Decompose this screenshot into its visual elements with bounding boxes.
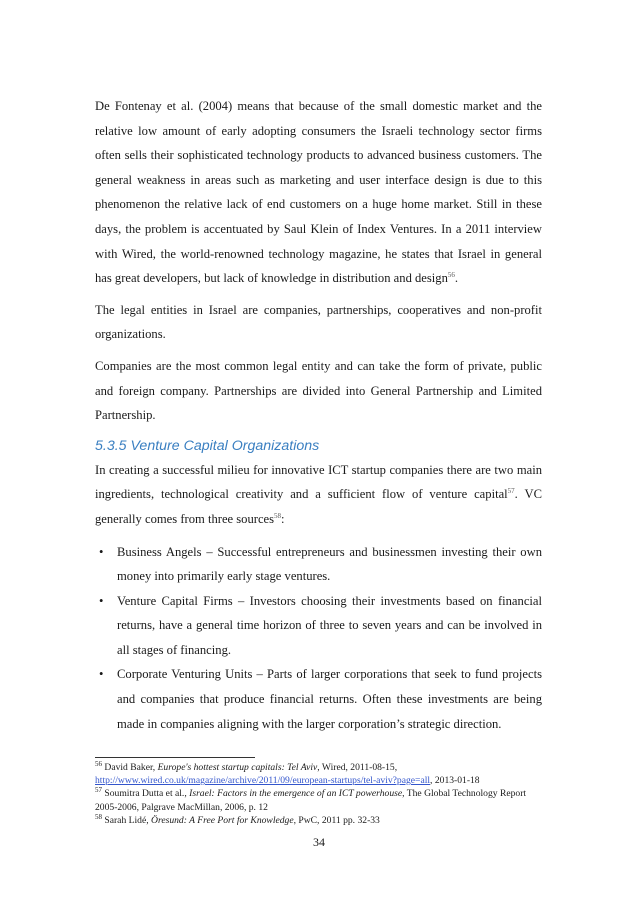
bullet-icon: •	[99, 544, 104, 559]
footnote-details: , Wired, 2011-08-15,	[317, 762, 398, 773]
footnote-58	[95, 814, 542, 827]
bullet-list	[95, 540, 542, 737]
footnote-date: , 2013-01-18	[430, 775, 480, 787]
footnote-ref-56[interactable]: 56	[447, 270, 455, 279]
footnote-number: 57	[95, 786, 102, 795]
footnote-ref-58[interactable]: 58	[274, 511, 282, 520]
footnotes	[95, 761, 542, 827]
footnote-author: David Baker,	[102, 762, 158, 773]
section-intro	[95, 458, 542, 532]
body-text	[95, 94, 542, 736]
list-item	[95, 589, 542, 663]
footnote-divider	[95, 757, 255, 758]
list-item-text: Business Angels – Successful entrepreneurs and businessmen investing their own money into primarily early stage ventures.	[117, 544, 542, 584]
section-heading: 5.3.5 Venture Capital Organizations	[95, 437, 320, 454]
bullet-icon: •	[99, 667, 104, 682]
footnote-details: , The Global Technology Report 2005-2006, Palgrave MacMillan, 2006, p. 12	[95, 788, 527, 813]
footnote-link[interactable]: http://www.wired.co.uk/magazine/archive/2011/09/european-startups/tel-aviv?page=all	[95, 775, 431, 787]
paragraph-1	[95, 94, 542, 291]
footnote-title: Israel: Factors in the emergence of an ICT powerhouse	[189, 788, 403, 800]
footnote-author: Soumitra Dutta et al.,	[102, 788, 190, 800]
list-item-text: Venture Capital Firms – Investors choosing their investments based on financial returns, have a general time horizon of three to seven years and can be involved in all stages of financing.	[117, 593, 542, 657]
paragraph-1-text: De Fontenay et al. (2004) means that because of the small domestic market and the relative low amount of early adopting consumers the Israeli technology sector firms often sells their sophisticated technology products to advanced business customers. The general weakness in areas such as marketing and user interface design is due to this phenomenon the relative lack of end customers on a huge home market. Still in these days, the problem is accentuated by Saul Klein of Index Ventures. In a 2011 interview with Wired, the world-renowned technology magazine, he states that Israel in general has great developers, but lack of knowledge in distribution and design	[95, 99, 542, 286]
footnote-number: 56	[95, 759, 102, 768]
list-item-text: Corporate Venturing Units – Parts of larger corporations that seek to fund projects and companies that produce financial returns. Often these investments are being made in companies aligning with the larger corporation’s strategic direction.	[117, 667, 542, 731]
paragraph-3: Companies are the most common legal entity and can take the form of private, public and foreign company. Partnerships are divided into General Partnership and Limited Partnership.	[95, 358, 542, 423]
section-intro-text-b: . VC generally comes from three sources	[95, 487, 542, 526]
footnote-title: Europe's hottest startup capitals: Tel Aviv	[157, 762, 318, 773]
list-item	[95, 662, 542, 736]
footnote-57	[95, 787, 542, 813]
footnote-number: 58	[95, 812, 102, 821]
bullet-icon: •	[99, 593, 104, 608]
paragraph-2: The legal entities in Israel are companies, partnerships, cooperatives and non-profit organizations.	[95, 302, 542, 342]
section-intro-text-c: :	[281, 511, 285, 526]
section-intro-text-a: In creating a successful milieu for innovative ICT startup companies there are two main ingredients, technological creativity and a sufficient flow of venture capital	[95, 462, 542, 502]
footnote-author: Sarah Lidé,	[102, 814, 152, 826]
paragraph-1-end: .	[454, 271, 459, 286]
footnote-details: , PwC, 2011 pp. 32-33	[293, 814, 380, 826]
footnote-ref-57[interactable]: 57	[507, 487, 515, 496]
footnote-title: Öresund: A Free Port for Knowledge	[151, 814, 294, 826]
page-number: 34	[313, 835, 325, 849]
list-item	[95, 540, 542, 589]
footnote-56	[95, 761, 542, 787]
